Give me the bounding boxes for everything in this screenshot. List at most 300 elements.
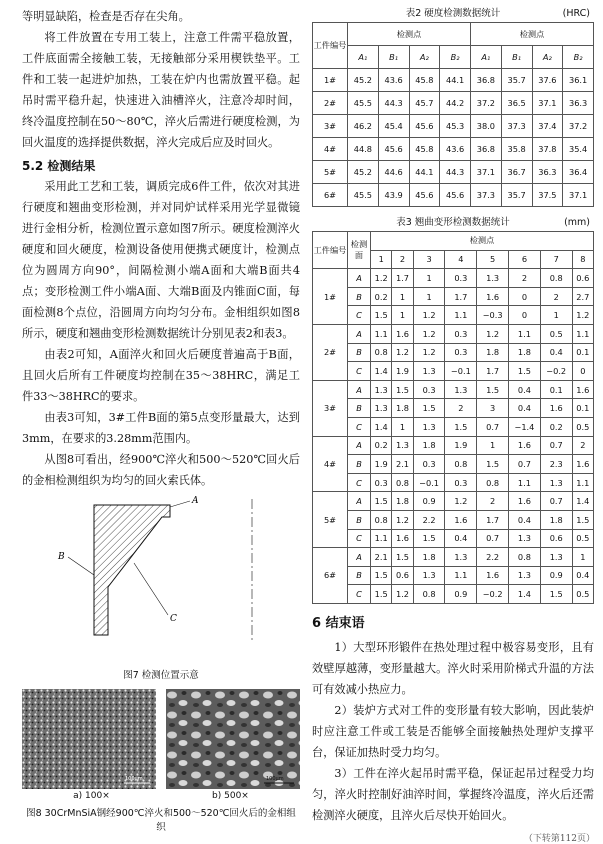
table-row	[313, 566, 594, 585]
table-cell: 44.2	[440, 92, 471, 115]
face-label: C	[348, 529, 371, 548]
table-cell: 43.9	[378, 184, 409, 207]
table-cell: 0.7	[509, 455, 541, 474]
table-cell: 1.2	[371, 269, 392, 288]
table-cell: 0.4	[509, 399, 541, 418]
piece-id: 3#	[313, 380, 348, 436]
table-cell: 45.5	[348, 92, 379, 115]
figure-7-caption: 图7 检测位置示意	[123, 670, 199, 681]
table-cell: 1.1	[509, 324, 541, 343]
header-piece: 工件编号	[313, 23, 348, 69]
table-cell: 0	[572, 362, 593, 381]
piece-id: 5#	[313, 161, 348, 184]
table-cell: 2.3	[540, 455, 572, 474]
table-cell: 1.3	[509, 566, 541, 585]
micrograph-500x	[166, 689, 300, 789]
table-cell: 36.1	[563, 69, 594, 92]
table-cell: 1.1	[371, 324, 392, 343]
table-cell: 1.6	[572, 455, 593, 474]
table-cell: 0.8	[371, 343, 392, 362]
table-cell: 0.5	[540, 324, 572, 343]
header-points-temper: 检测点	[471, 23, 594, 46]
table-cell: 44.8	[348, 138, 379, 161]
piece-id: 3#	[313, 115, 348, 138]
table-cell: 1.3	[371, 399, 392, 418]
table-row	[313, 92, 594, 115]
table-cell: 1	[477, 436, 509, 455]
table-cell: 36.7	[501, 161, 532, 184]
table-cell: 0	[509, 306, 541, 325]
table-cell: 1.7	[477, 510, 509, 529]
table-cell: 35.7	[501, 69, 532, 92]
table-cell: 0.3	[371, 473, 392, 492]
table-row	[313, 455, 594, 474]
table-cell: 1.5	[572, 510, 593, 529]
table-cell: −1.4	[509, 417, 541, 436]
piece-id: 6#	[313, 184, 348, 207]
table-cell: 1.3	[371, 380, 392, 399]
right-column	[312, 6, 594, 826]
column-header: 3	[413, 250, 445, 269]
table-cell: 1.6	[509, 492, 541, 511]
table-cell: 44.6	[378, 161, 409, 184]
paragraph: 2）装炉方式对工件的变形量有较大影响，因此装炉时应注意工件或工装是否能够全面接触热处理炉支撑平台，保证加热时受力均匀。	[312, 703, 594, 759]
table-row	[313, 510, 594, 529]
table-cell: 1.3	[392, 436, 413, 455]
table-row	[313, 161, 594, 184]
table-cell: 0.6	[392, 566, 413, 585]
piece-id: 2#	[313, 92, 348, 115]
subcaption-a: a) 100×	[73, 791, 110, 801]
table-cell: 43.6	[440, 138, 471, 161]
table-cell: 36.5	[501, 92, 532, 115]
table-cell: 0.9	[445, 585, 477, 604]
table-cell: 1.5	[540, 585, 572, 604]
table-cell: 1.5	[371, 566, 392, 585]
table-cell: 1.7	[477, 362, 509, 381]
table-cell: 1	[540, 306, 572, 325]
table-cell: 38.0	[471, 115, 502, 138]
table-cell: 2.1	[392, 455, 413, 474]
face-label: C	[348, 473, 371, 492]
table-cell: 1.3	[445, 548, 477, 567]
column-header: A₁	[471, 46, 502, 69]
table-cell: 0.9	[540, 566, 572, 585]
scale-bar-label: 100μm	[125, 776, 143, 782]
column-header: B₁	[501, 46, 532, 69]
table-row	[313, 399, 594, 418]
table-row	[313, 380, 594, 399]
table-cell: 2.2	[413, 510, 445, 529]
hardness-table	[312, 22, 594, 207]
table-cell: 1.2	[413, 306, 445, 325]
table-row	[313, 585, 594, 604]
face-label: B	[348, 343, 371, 362]
table-cell: 0.4	[509, 380, 541, 399]
table-cell: 45.6	[378, 138, 409, 161]
face-label: B	[348, 399, 371, 418]
face-label: A	[348, 492, 371, 511]
table-cell: 0.7	[540, 492, 572, 511]
column-header: 6	[509, 250, 541, 269]
table-cell: 45.5	[348, 184, 379, 207]
table-row	[313, 362, 594, 381]
table-cell: 2	[445, 399, 477, 418]
face-label: A	[348, 436, 371, 455]
table-cell: 0.2	[540, 417, 572, 436]
table-cell: −0.1	[413, 473, 445, 492]
table-cell: 2	[572, 436, 593, 455]
table-3-unit: (mm)	[564, 217, 590, 228]
header-points: 检测点	[371, 232, 594, 251]
table-cell: 37.5	[532, 184, 563, 207]
table-cell: 1.2	[445, 492, 477, 511]
table-2-unit: (HRC)	[562, 8, 590, 19]
column-header: 1	[371, 250, 392, 269]
table-cell: 1.2	[413, 343, 445, 362]
piece-id: 4#	[313, 138, 348, 161]
table-cell: 1.5	[509, 362, 541, 381]
table-cell: 2	[540, 287, 572, 306]
table-cell: 1.3	[509, 529, 541, 548]
piece-id: 5#	[313, 492, 348, 548]
table-row	[313, 184, 594, 207]
label-c: C	[170, 614, 177, 624]
table-cell: 1.5	[392, 548, 413, 567]
table-row	[313, 287, 594, 306]
piece-id: 4#	[313, 436, 348, 492]
table-cell: −0.3	[477, 306, 509, 325]
table-cell: 43.6	[378, 69, 409, 92]
table-cell: 1.1	[572, 324, 593, 343]
table-row	[313, 473, 594, 492]
table-row	[313, 324, 594, 343]
column-header: 2	[392, 250, 413, 269]
micrograph-100x	[22, 689, 156, 789]
table-cell: 35.8	[501, 138, 532, 161]
table-cell: −0.2	[477, 585, 509, 604]
table-cell: 1.1	[371, 529, 392, 548]
table-cell: 1.6	[477, 287, 509, 306]
header-face: 检测面	[348, 232, 371, 269]
table-cell: 1.9	[371, 455, 392, 474]
paragraph: 3）工件在淬火起吊时需平稳，保证起吊过程受力均匀，淬火时控制好油淬时间，掌握终冷温度，淬火后还需检测淬火硬度，且淬火后尽快开始回火。	[312, 766, 594, 822]
table-cell: 1.3	[540, 548, 572, 567]
table-cell: 44.1	[440, 69, 471, 92]
face-label: C	[348, 306, 371, 325]
table-cell: 37.3	[501, 115, 532, 138]
table-cell: 1.6	[540, 399, 572, 418]
table-cell: 1.4	[509, 585, 541, 604]
subcaption-b: b) 500×	[212, 791, 249, 801]
column-header: A₁	[348, 46, 379, 69]
scale-bar-label: 100μm	[266, 776, 284, 782]
table-cell: 1.4	[371, 362, 392, 381]
table-cell: 1.2	[413, 324, 445, 343]
table-cell: 0.8	[445, 455, 477, 474]
inspection-position-diagram	[22, 495, 300, 645]
table-cell: 37.2	[563, 115, 594, 138]
table-cell: 2.1	[371, 548, 392, 567]
column-header: 4	[445, 250, 477, 269]
table-cell: 1.5	[445, 417, 477, 436]
column-header: B₂	[563, 46, 594, 69]
table-cell: 2	[477, 492, 509, 511]
label-b: B	[58, 552, 65, 562]
conclusion-heading: 6 结束语	[312, 615, 365, 631]
table-cell: 35.7	[501, 184, 532, 207]
table-cell: 1.8	[392, 492, 413, 511]
column-header: 5	[477, 250, 509, 269]
table-row	[313, 417, 594, 436]
table-cell: 36.8	[471, 69, 502, 92]
table-cell: 1.4	[572, 492, 593, 511]
column-header: B₁	[378, 46, 409, 69]
table-cell: 1.2	[392, 343, 413, 362]
piece-id: 6#	[313, 548, 348, 604]
table-cell: 1.7	[392, 269, 413, 288]
table-cell: 1.3	[413, 417, 445, 436]
paragraph: 由表2可知，A面淬火和回火后硬度普遍高于B面，且回火后所有工件硬度均控制在35～38HRC，满足工件33～38HRC的要求。	[22, 348, 300, 403]
table-row	[313, 69, 594, 92]
table-cell: 44.3	[440, 161, 471, 184]
table-cell: 1	[413, 287, 445, 306]
table-row	[313, 492, 594, 511]
table-cell: 1.5	[371, 306, 392, 325]
face-label: B	[348, 566, 371, 585]
table-cell: 0.4	[445, 529, 477, 548]
header-points-quench: 检测点	[348, 23, 471, 46]
table-2-caption	[312, 6, 594, 22]
table-cell: 0.3	[445, 473, 477, 492]
table-cell: 1.6	[445, 510, 477, 529]
table-cell: 0.6	[572, 269, 593, 288]
table-cell: 2	[509, 269, 541, 288]
table-cell: 1.8	[392, 399, 413, 418]
table-cell: 0.5	[572, 529, 593, 548]
table-cell: 2.7	[572, 287, 593, 306]
table-cell: 0.8	[392, 473, 413, 492]
column-header: A₂	[532, 46, 563, 69]
face-label: B	[348, 455, 371, 474]
table-cell: 1.4	[371, 417, 392, 436]
figure-7	[22, 495, 300, 663]
table-cell: 36.4	[563, 161, 594, 184]
table-row	[313, 138, 594, 161]
table-cell: 1.3	[413, 362, 445, 381]
figure-8-caption: 图8 30CrMnSiA钢经900℃淬火和500～520℃回火后的金相组织	[26, 808, 296, 833]
table-cell: 37.1	[532, 92, 563, 115]
table-cell: 0.8	[509, 548, 541, 567]
table-cell: 1	[392, 306, 413, 325]
table-cell: 1.5	[371, 585, 392, 604]
table-cell: 37.2	[471, 92, 502, 115]
table-cell: 1.5	[371, 492, 392, 511]
table-cell: 1.5	[413, 529, 445, 548]
table-cell: 1.5	[392, 380, 413, 399]
column-header: A₂	[409, 46, 440, 69]
table-3-caption	[312, 215, 594, 231]
table-cell: 1.5	[477, 380, 509, 399]
table-cell: 45.6	[409, 184, 440, 207]
table-cell: 1.8	[540, 510, 572, 529]
table-cell: 1	[572, 548, 593, 567]
table-cell: −0.1	[445, 362, 477, 381]
face-label: C	[348, 585, 371, 604]
table-cell: 45.4	[378, 115, 409, 138]
table-cell: 0.2	[371, 287, 392, 306]
table-cell: 1	[392, 417, 413, 436]
table-cell: 37.3	[471, 184, 502, 207]
warp-table	[312, 231, 594, 604]
paragraph: 将工件放置在专用工装上，注意工件需平稳放置，工件底面需全接触工装，无接触部分采用楔铁垫平。工件和工装一起进炉加热，工装在炉内也需放置平稳。起吊时需平稳升起，快速进入油槽淬火，注意冷却时间，终冷温度控制在50～80℃，淬火后需进行硬度检测，为回火温度的选择提供数据，淬火完成后应及时回火。	[22, 31, 300, 149]
table-cell: 2.2	[477, 548, 509, 567]
face-label: A	[348, 269, 371, 288]
table-row	[313, 269, 594, 288]
table-cell: 37.1	[563, 184, 594, 207]
table-cell: 1.5	[413, 399, 445, 418]
table-cell: 0.3	[445, 324, 477, 343]
column-header: 7	[540, 250, 572, 269]
piece-id: 1#	[313, 69, 348, 92]
figure-8-subcaptions	[22, 791, 300, 801]
table-cell: 1.2	[572, 306, 593, 325]
table-cell: 45.7	[409, 92, 440, 115]
table-cell: 0.3	[445, 343, 477, 362]
table-cell: 0	[509, 287, 541, 306]
figure-8-images	[22, 689, 300, 789]
piece-id: 1#	[313, 269, 348, 325]
table-cell: 35.4	[563, 138, 594, 161]
table-row	[313, 306, 594, 325]
piece-id: 2#	[313, 324, 348, 380]
table-cell: 0.5	[572, 417, 593, 436]
table-cell: 45.3	[440, 115, 471, 138]
table-cell: 0.4	[540, 343, 572, 362]
table-cell: 1	[413, 269, 445, 288]
table-cell: 1	[392, 287, 413, 306]
table-cell: 45.8	[409, 138, 440, 161]
table-cell: 1.2	[477, 324, 509, 343]
column-header: 8	[572, 250, 593, 269]
section-heading: 5.2 检测结果	[22, 159, 96, 173]
table-cell: 1.2	[392, 585, 413, 604]
table-cell: 3	[477, 399, 509, 418]
table-cell: 0.3	[413, 455, 445, 474]
table-cell: 1.8	[477, 343, 509, 362]
table-cell: 36.3	[563, 92, 594, 115]
table-cell: −0.2	[540, 362, 572, 381]
table-cell: 0.8	[413, 585, 445, 604]
table-cell: 45.6	[409, 115, 440, 138]
face-label: A	[348, 548, 371, 567]
table-cell: 37.4	[532, 115, 563, 138]
table-2-title: 表2 硬度检测数据统计	[405, 8, 501, 19]
table-row	[313, 115, 594, 138]
table-cell: 0.4	[572, 566, 593, 585]
paragraph: 从图8可看出，经900℃淬火和500～520℃回火后的金相检测组织为均匀的回火索氏体。	[22, 453, 300, 487]
table-cell: 0.7	[540, 436, 572, 455]
table-cell: 36.8	[471, 138, 502, 161]
column-header: B₂	[440, 46, 471, 69]
table-cell: 0.8	[540, 269, 572, 288]
table-cell: 0.1	[540, 380, 572, 399]
table-cell: 0.8	[371, 510, 392, 529]
table-cell: 1.6	[392, 529, 413, 548]
table-cell: 0.7	[477, 417, 509, 436]
table-cell: 0.2	[371, 436, 392, 455]
table-row	[313, 343, 594, 362]
table-cell: 0.7	[477, 529, 509, 548]
table-cell: 1.1	[445, 566, 477, 585]
table-cell: 0.6	[540, 529, 572, 548]
table-cell: 1.6	[572, 380, 593, 399]
table-cell: 44.1	[409, 161, 440, 184]
table-cell: 45.6	[440, 184, 471, 207]
table-cell: 0.4	[509, 510, 541, 529]
table-cell: 1.3	[477, 269, 509, 288]
table-row	[313, 436, 594, 455]
table-cell: 1.5	[477, 455, 509, 474]
face-label: C	[348, 362, 371, 381]
header-piece: 工件编号	[313, 232, 348, 269]
table-cell: 0.5	[572, 585, 593, 604]
table-cell: 45.2	[348, 69, 379, 92]
table-row	[313, 529, 594, 548]
table-cell: 1.3	[413, 566, 445, 585]
face-label: C	[348, 417, 371, 436]
table-cell: 1.1	[445, 306, 477, 325]
table-cell: 0.3	[413, 380, 445, 399]
paragraph: 采用此工艺和工装，调质完成6件工件，依次对其进行硬度和翘曲变形检测，并对同炉试样采用光学显微镜进行金相分析，检测位置示意如图7所示。硬度检测淬火硬度和回火硬度，检测设备使用便携式硬度计，检测点位为圆周方向90°，间隔检测小端A面和大端B面共4点；变形检测工件小端A面、大端B面及内锥面C面，每面检测8个点位，沿圆周方向均匀分布。金相组织如图8所示，硬度和翘曲变形检测数据统计分别见表2和表3。	[22, 180, 300, 340]
paragraph: 由表3可知，3#工件B面的第5点变形量最大，达到3mm，在要求的3.28mm范围内。	[22, 411, 300, 445]
table-cell: 36.3	[532, 161, 563, 184]
table-cell: 0.8	[477, 473, 509, 492]
table-cell: 1.8	[413, 548, 445, 567]
table-cell: 1.6	[509, 436, 541, 455]
face-label: A	[348, 324, 371, 343]
paragraph: 等明显缺陷，检查是否存在尖角。	[22, 10, 190, 23]
table-cell: 45.8	[409, 69, 440, 92]
table-cell: 1.6	[477, 566, 509, 585]
table-cell: 1.1	[572, 473, 593, 492]
table-cell: 44.3	[378, 92, 409, 115]
table-cell: 0.9	[413, 492, 445, 511]
table-cell: 37.1	[471, 161, 502, 184]
table-cell: 1.9	[445, 436, 477, 455]
table-cell: 1.9	[392, 362, 413, 381]
table-cell: 1.6	[392, 324, 413, 343]
face-label: A	[348, 380, 371, 399]
table-cell: 45.2	[348, 161, 379, 184]
table-3-title: 表3 翘曲变形检测数据统计	[396, 217, 510, 228]
table-cell: 37.6	[532, 69, 563, 92]
table-cell: 1.2	[392, 510, 413, 529]
face-label: B	[348, 510, 371, 529]
table-cell: 0.3	[445, 269, 477, 288]
paragraph: 1）大型环形锻件在热处理过程中极容易变形，且有效壁厚越薄，变形量越大。淬火时采用阶梯式升温的方法可有效减小热应力。	[312, 640, 594, 696]
table-cell: 1.8	[413, 436, 445, 455]
table-cell: 37.8	[532, 138, 563, 161]
left-column	[22, 6, 300, 833]
table-cell: 1.7	[445, 287, 477, 306]
label-a: A	[192, 496, 199, 506]
table-cell: 1.8	[509, 343, 541, 362]
table-cell: 0.1	[572, 399, 593, 418]
table-cell: 1.3	[540, 473, 572, 492]
table-cell: 1.1	[509, 473, 541, 492]
table-cell: 1.3	[445, 380, 477, 399]
